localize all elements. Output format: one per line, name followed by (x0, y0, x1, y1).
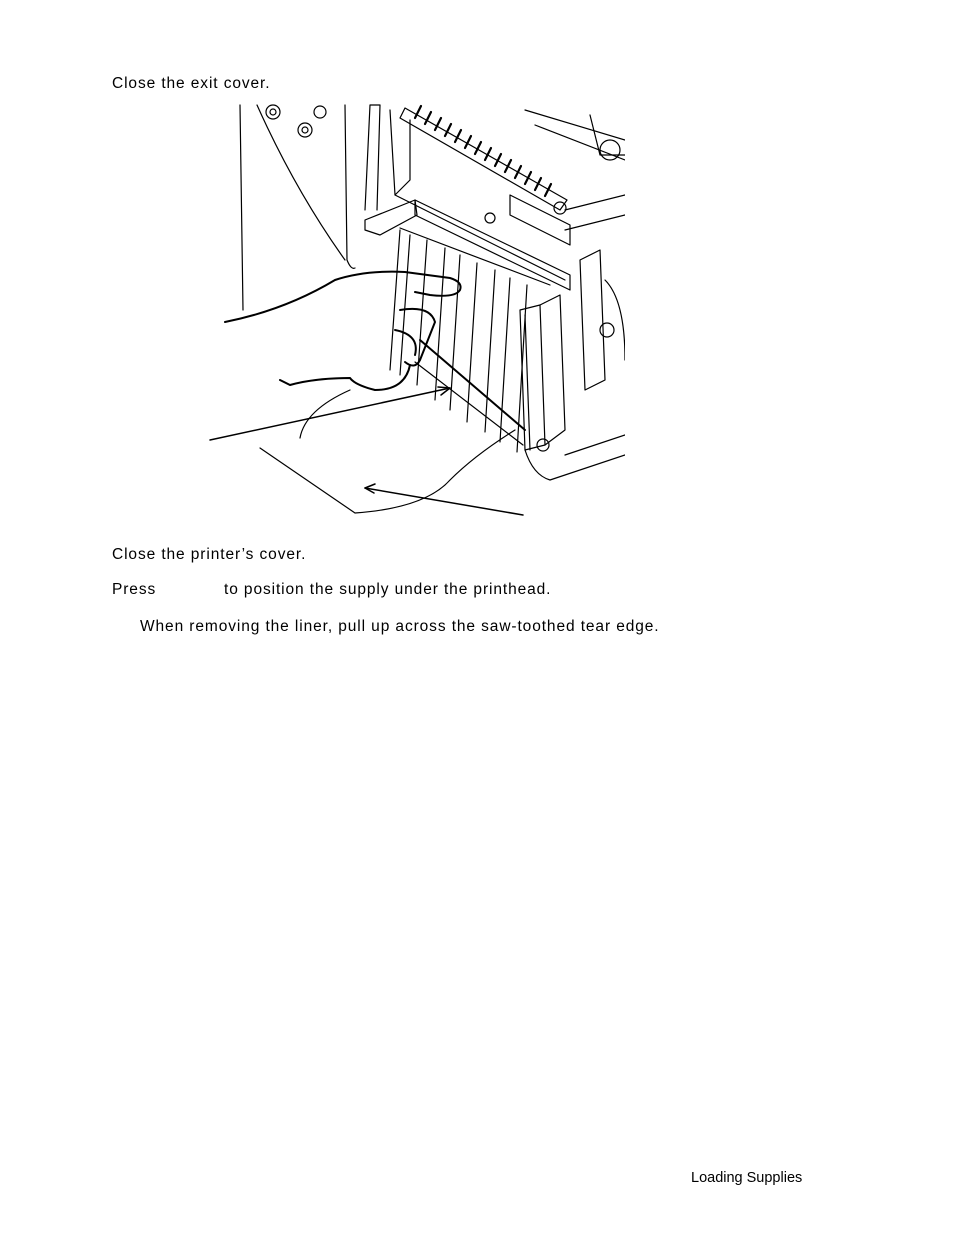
step-close-printer-cover: Close the printer’s cover. (112, 546, 307, 563)
printer-exit-cover-illustration (205, 100, 625, 525)
footer-section-title: Loading Supplies (691, 1170, 803, 1186)
step-press-label: Press (112, 581, 157, 598)
step-press-description: to position the supply under the printhead. (224, 581, 552, 598)
liner-removal-note: When removing the liner, pull up across the saw-toothed tear edge. (140, 618, 660, 635)
step-close-exit-cover: Close the exit cover. (112, 75, 271, 92)
